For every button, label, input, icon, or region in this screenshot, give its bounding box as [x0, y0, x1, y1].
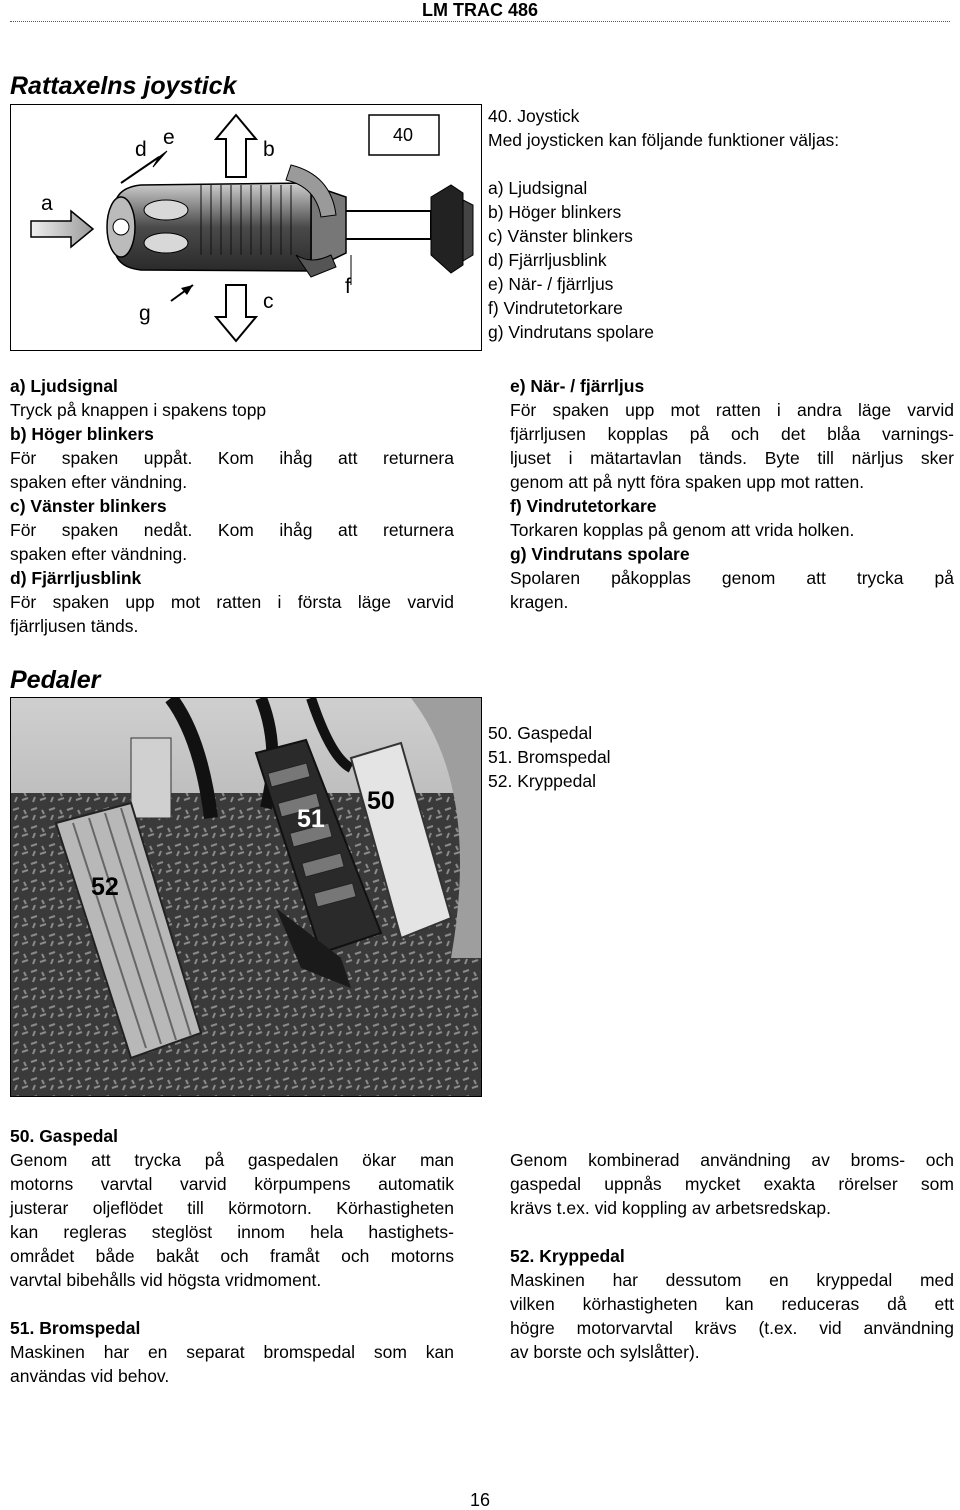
desc-body-52-1: Maskinen har dessutom en kryppedal med	[510, 1270, 954, 1290]
header-title: LM TRAC 486	[421, 0, 538, 20]
desc-body-b-1: För spaken uppåt. Kom ihåg att returnera	[10, 448, 454, 468]
desc-body-combined-2: gaspedal uppnås mycket exakta rörelser som	[510, 1174, 954, 1194]
desc-heading-f: f) Vindrutetorkare	[510, 496, 657, 516]
desc-body-g-2: kragen.	[510, 592, 569, 612]
desc-body-combined-1: Genom kombinerad användning av broms- och	[510, 1150, 954, 1170]
legend-item-51: 51. Bromspedal	[488, 747, 611, 767]
caption-item-g: g) Vindrutans spolare	[488, 322, 655, 342]
label-d: d	[135, 138, 147, 161]
joystick-caption	[488, 104, 950, 344]
pedal-label-51: 51	[297, 805, 325, 833]
caption-title: 40. Joystick	[488, 106, 580, 126]
label-f: f	[345, 275, 351, 298]
pedals-photo	[10, 697, 482, 1097]
desc-body-c-2: spaken efter vändning.	[10, 544, 188, 564]
desc-body-50-3: justerar oljeflödet till körmotorn. Körhastigheten	[10, 1198, 454, 1218]
desc-heading-51: 51. Bromspedal	[10, 1318, 141, 1338]
label-a: a	[41, 192, 53, 215]
pedals-desc-left	[10, 1124, 454, 1388]
caption-item-b: b) Höger blinkers	[488, 202, 622, 222]
desc-heading-52: 52. Kryppedal	[510, 1246, 625, 1266]
desc-body-combined-3: krävs t.ex. vid koppling av arbetsredskap.	[510, 1198, 831, 1218]
desc-body-b-2: spaken efter vändning.	[10, 472, 188, 492]
desc-heading-d: d) Fjärrljusblink	[10, 568, 142, 588]
label-e: e	[163, 126, 175, 149]
desc-heading-c: c) Vänster blinkers	[10, 496, 167, 516]
caption-item-e: e) När- / fjärrljus	[488, 274, 614, 294]
caption-item-a: a) Ljudsignal	[488, 178, 588, 198]
desc-body-e-1: För spaken upp mot ratten i andra läge varvid	[510, 400, 954, 420]
desc-body-51-1: Maskinen har en separat bromspedal som kan	[10, 1342, 454, 1362]
desc-body-52-2: vilken körhastigheten kan reduceras då ett	[510, 1294, 954, 1314]
desc-body-e-2: fjärrljusen kopplas på och det blåa varnings-	[510, 424, 954, 444]
pedals-illustration	[11, 698, 481, 1096]
legend-item-52: 52. Kryppedal	[488, 771, 596, 791]
desc-body-e-4: genom att på nytt föra spaken upp mot ratten.	[510, 472, 865, 492]
desc-body-50-4: kan regleras steglöst innom hela hastighets-	[10, 1222, 454, 1242]
desc-body-50-1: Genom att trycka på gaspedalen ökar man	[10, 1150, 454, 1170]
desc-body-g-1: Spolaren påkopplas genom att trycka på	[510, 568, 954, 588]
pedal-label-52: 52	[91, 873, 119, 901]
desc-heading-a: a) Ljudsignal	[10, 376, 118, 396]
desc-heading-50: 50. Gaspedal	[10, 1126, 118, 1146]
joystick-section-title: Rattaxelns joystick	[10, 72, 237, 100]
label-b: b	[263, 138, 275, 161]
caption-intro: Med joysticken kan följande funktioner väljas:	[488, 130, 840, 150]
joystick-desc-right	[510, 374, 954, 614]
desc-body-50-2: motorns varvtal varvid körpumpens automatik	[10, 1174, 454, 1194]
desc-heading-g: g) Vindrutans spolare	[510, 544, 690, 564]
desc-body-c-1: För spaken nedåt. Kom ihåg att returnera	[10, 520, 454, 540]
caption-item-d: d) Fjärrljusblink	[488, 250, 607, 270]
desc-body-e-3: ljuset i mätartavlan tänds. Byte till närljus sker	[510, 448, 954, 468]
page-number: 16	[469, 1490, 491, 1510]
label-c: c	[263, 290, 274, 313]
pedal-label-50: 50	[367, 787, 395, 815]
pedals-section-title: Pedaler	[10, 666, 101, 694]
desc-body-f: Torkaren kopplas på genom att vrida holken.	[510, 520, 855, 540]
figure-number: 40	[393, 125, 414, 145]
desc-heading-b: b) Höger blinkers	[10, 424, 154, 444]
header-divider	[10, 21, 950, 22]
page-header	[0, 0, 960, 22]
legend-item-50: 50. Gaspedal	[488, 723, 593, 743]
desc-body-d-2: fjärrljusen tänds.	[10, 616, 139, 636]
desc-heading-e: e) När- / fjärrljus	[510, 376, 645, 396]
desc-body-50-5: området både bakåt och framåt och motorns	[10, 1246, 454, 1266]
joystick-figure	[10, 104, 482, 351]
desc-body-a: Tryck på knappen i spakens topp	[10, 400, 267, 420]
pedals-desc-right	[510, 1148, 954, 1364]
joystick-desc-left	[10, 374, 454, 638]
label-g: g	[139, 302, 151, 325]
desc-body-50-6: varvtal bibehålls vid högsta vridmoment.	[10, 1270, 322, 1290]
desc-body-52-4: av borste och sylslåtter).	[510, 1342, 700, 1362]
pedals-legend	[488, 721, 950, 793]
desc-body-d-1: För spaken upp mot ratten i första läge varvid	[10, 592, 454, 612]
desc-body-52-3: högre motorvarvtal krävs (t.ex. vid användning	[510, 1318, 954, 1338]
caption-item-c: c) Vänster blinkers	[488, 226, 633, 246]
caption-item-f: f) Vindrutetorkare	[488, 298, 623, 318]
desc-body-51-2: användas vid behov.	[10, 1366, 170, 1386]
